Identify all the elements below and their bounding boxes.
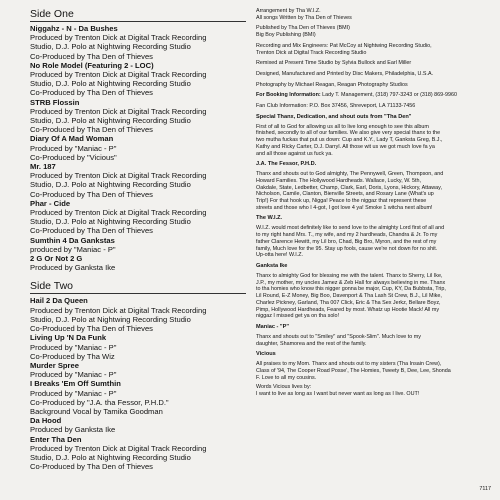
credit-block bbox=[256, 103, 490, 110]
track-credit: Produced by Trenton Dick at Digital Track Recording bbox=[30, 70, 207, 80]
credit-block bbox=[256, 60, 490, 67]
shoutout-line: I want to live as long as I want but never want as long as I live. OUT! bbox=[256, 391, 420, 398]
tracklist-column bbox=[30, 8, 246, 471]
credit-block bbox=[256, 43, 490, 56]
shoutout-paragraph bbox=[256, 171, 490, 211]
credit-line: Arrangement by Tha W.I.Z. bbox=[256, 8, 321, 14]
credit-block bbox=[256, 71, 490, 78]
shoutout-line: to tha homies who know this nigger gonna be major, Cup, KY, Da Bubbsta, Trip, bbox=[256, 286, 446, 293]
track-credit: Produced by Trenton Dick at Digital Track Recording bbox=[30, 208, 207, 218]
shoutout-heading: Vicious bbox=[256, 351, 276, 358]
track-credit: Co-Produced by Tha Den of Thieves bbox=[30, 189, 153, 199]
shoutout-line: Thanx and shouts out to God almighty, The Pennywell, Green, Thompson, and bbox=[256, 171, 444, 178]
shoutout-line: Oakdale, State, Ledbetter, Champ, Clark, Earl, Doris, Lyons, Hickory, Attaway, bbox=[256, 184, 442, 191]
track-credit: Produced by Trenton Dick at Digital Track Recording bbox=[30, 305, 207, 315]
shoutout-line: F. Love to all my cousins. bbox=[256, 374, 317, 381]
track-entry bbox=[30, 24, 246, 61]
track-entry bbox=[30, 162, 246, 199]
track-credit: Studio, D.J. Polo at Nightwing Recording Studio bbox=[30, 217, 191, 227]
track-credit: Produced by Ganksta Ike bbox=[30, 425, 116, 435]
track-credit: Co-Produced by "Vicious" bbox=[30, 152, 117, 162]
track-entry bbox=[30, 296, 246, 333]
track-credit: Co-Produced by Tha Wiz bbox=[30, 351, 115, 361]
track-credit: Produced by "Maniac - P" bbox=[30, 342, 117, 352]
credit-line: Big Boy Publishing (BMI) bbox=[256, 32, 316, 39]
track-title: Hail 2 Da Queen bbox=[30, 296, 88, 306]
track-entry bbox=[30, 199, 246, 236]
side-two-heading: Side Two bbox=[30, 280, 246, 294]
credit-line: Recording and Mix Engineers: Pat McCoy at Nightwing Recording Studio, bbox=[256, 42, 432, 49]
shoutout-line: father Clarence Hewitt, my Lil bro, Chad, Big Bro, Myron, and the rest of my bbox=[256, 238, 437, 245]
track-credit: produced by "Maniac - P" bbox=[30, 244, 116, 254]
shoutout-paragraph bbox=[256, 225, 490, 259]
credit-block bbox=[256, 8, 490, 21]
track-credit: Produced by "Maniac - P" bbox=[30, 370, 117, 380]
credit-line: Fan Club Information: P.O. Box 37456, Shreveport, LA 71133-7456 bbox=[256, 103, 416, 110]
credit-line: All songs Written by Tha Den of Thieves bbox=[256, 14, 352, 21]
shoutout-line: Thanx to almighty God for blessing me with the talent. Thanx to Sherry, Lil Ike, bbox=[256, 272, 443, 279]
shoutout-heading: Special Thanx, Dedication, and shout outs from "Tha Den" bbox=[256, 113, 412, 120]
shoutout-line: daughter, Shamorea and the rest of the family. bbox=[256, 340, 367, 347]
shoutout-paragraph bbox=[256, 124, 490, 158]
shoutout-line: Words Vicious lives by: bbox=[256, 384, 312, 391]
shoutout-line: W.I.Z. would most definitely like to send love to the almighty Lord first of all and bbox=[256, 225, 445, 232]
shoutout-heading: Ganksta Ike bbox=[256, 262, 288, 269]
shoutout-line: J.P., my mother, my uncles Jamez & Zeb Hall for always believing in me. Thanx bbox=[256, 279, 446, 286]
track-credit: Co-Produced by Tha Den of Thieves bbox=[30, 125, 153, 135]
track-title: Sumthin 4 Da Gankstas bbox=[30, 235, 115, 245]
track-entry bbox=[30, 379, 246, 416]
shoutout-line: and all those against us fuck ya. bbox=[256, 150, 333, 157]
shoutout-line: Kathy and Ricky Carter, D.J. Darryl. All those wit us we got much love fa ya bbox=[256, 143, 435, 150]
track-credit: Co-Produced by Tha Den of Thieves bbox=[30, 226, 153, 236]
shoutout-line: Class of '94, The Cooper Road Posse', The Homies, Tweety B, Dee, Lee, Shonda bbox=[256, 368, 451, 375]
shoutout-line: Up-otta here! W.I.Z. bbox=[256, 252, 304, 259]
side-one-heading: Side One bbox=[30, 8, 246, 22]
credit-text: Lady T. Management, (318) 797-3243 or (318) 869-9960 bbox=[320, 92, 457, 99]
track-entry bbox=[30, 333, 246, 361]
track-title: Da Hood bbox=[30, 416, 62, 426]
shoutout-heading: J.A. The Fessor, P.H.D. bbox=[256, 161, 317, 168]
track-title: 2 G Or Not 2 G bbox=[30, 254, 83, 264]
track-credit: Produced by Ganksta Ike bbox=[30, 263, 116, 273]
track-credit: Produced by Trenton Dick at Digital Track Recording bbox=[30, 443, 207, 453]
track-credit: Studio, D.J. Polo at Nightwing Recording Studio bbox=[30, 79, 191, 89]
track-title: Mr. 187 bbox=[30, 162, 56, 172]
side-one-tracks bbox=[30, 24, 246, 272]
track-title: STRB Flossin bbox=[30, 97, 80, 107]
credit-line: Photography by Michael Reagan, Reagan Photography Studios bbox=[256, 81, 408, 88]
track-credit: Co-Produced by "J.A. tha Fessor, P.H.D." bbox=[30, 397, 169, 407]
shoutout-line: Howard Families. The Hollywood Hardheads. Wallace, Lucky, W. 5th, bbox=[256, 177, 421, 184]
track-title: I Breaks 'Em Off Sumthin bbox=[30, 379, 121, 389]
shoutout-paragraph bbox=[256, 384, 490, 397]
track-title: Niggahz - N - Da Bushes bbox=[30, 24, 118, 33]
track-entry bbox=[30, 236, 246, 254]
track-entry bbox=[30, 435, 246, 472]
track-credit: Studio, D.J. Polo at Nightwing Recording Studio bbox=[30, 116, 191, 126]
shoutout-heading: Maniac - "P" bbox=[256, 323, 289, 330]
credits-column bbox=[256, 8, 490, 401]
track-credit: Produced by Trenton Dick at Digital Track Recording bbox=[30, 33, 207, 43]
shoutout-paragraph bbox=[256, 273, 490, 320]
side-two-tracks bbox=[30, 296, 246, 471]
track-title: Enter Tha Den bbox=[30, 434, 82, 444]
track-credit: Produced by "Maniac - P" bbox=[30, 388, 117, 398]
track-credit: Studio, D.J. Polo at Nightwing Recording Studio bbox=[30, 180, 191, 190]
track-credit: Produced by Trenton Dick at Digital Track Recording bbox=[30, 171, 207, 181]
credit-line: Designed, Manufactured and Printed by Disc Makers, Philadelphia, U.S.A. bbox=[256, 70, 434, 77]
track-title: Diary Of A Mad Woman bbox=[30, 134, 114, 144]
shoutout-line: Lil Round, E-Z Money, Big Boo, Davenport & Tha Lash St Crew, B.J., Lil Mike, bbox=[256, 293, 442, 300]
credit-block bbox=[256, 25, 490, 38]
track-entry bbox=[30, 416, 246, 434]
track-credit: Studio, D.J. Polo at Nightwing Recording Studio bbox=[30, 42, 191, 52]
track-entry bbox=[30, 361, 246, 379]
shoutout-line: finished, secondly to all of our families. We also give very special thanx to the bbox=[256, 130, 441, 137]
track-credit: Produced by "Maniac - P" bbox=[30, 143, 117, 153]
shoutout-paragraph bbox=[256, 361, 490, 381]
shoutout-line: family, Much love for the 95. Stay up fools, cause we're not down for no shit. bbox=[256, 245, 438, 252]
shoutout-line: All praises to my Mom. Thanx and shouts out to my sisters (Tha Insain Crew), bbox=[256, 361, 442, 368]
shoutout-line: two mutha fuckas that put us down: Cup and K.Y., Lady T, Ganksta Greg, B.J., bbox=[256, 137, 443, 144]
track-credit: Co-Produced by Tha Den of Thieves bbox=[30, 51, 153, 61]
shoutout-line: niggaz I missed get ya on tha solo! bbox=[256, 313, 340, 320]
track-title: No Role Model (Featuring 2 - LOC) bbox=[30, 60, 154, 70]
track-entry bbox=[30, 254, 246, 272]
shoutout-line: Charlez Pickney, Garland, Tha 007 Click, Eric & Tha Sex Jerkz, Bellare Boyz, bbox=[256, 299, 441, 306]
track-credit: Studio, D.J. Polo at Nightwing Recording Studio bbox=[30, 314, 191, 324]
catalog-number: 7117 bbox=[479, 486, 491, 492]
shoutout-line: First of all to God for allowing us all to live long enough to see this album bbox=[256, 123, 429, 130]
shoutout-line: Trip!) For that hook up, Nigga! Peace to the niggaz that represent these bbox=[256, 198, 427, 205]
track-credit: Studio, D.J. Polo at Nightwing Recording Studio bbox=[30, 452, 191, 462]
credit-block bbox=[256, 92, 490, 99]
credit-label: For Booking Information: bbox=[256, 92, 321, 99]
track-entry bbox=[30, 61, 246, 98]
track-entry bbox=[30, 98, 246, 135]
shoutout-paragraph bbox=[256, 334, 490, 347]
track-title: Living Up 'N Da Funk bbox=[30, 333, 107, 343]
credit-line: Published by Tha Den of Thieves (BMI) bbox=[256, 25, 350, 32]
shoutout-heading: The W.I.Z. bbox=[256, 215, 283, 222]
shoutouts bbox=[256, 114, 490, 398]
shoutout-line: Pimp, Hollywood Hardheads, Feared by most. Whatz up Hootie Mack! All my bbox=[256, 306, 440, 313]
shoutout-line: Thanx and shouts out to "Smiley" and "Spook-Slim". Much love to my bbox=[256, 333, 421, 340]
track-credit: Background Vocal by Tamika Goodman bbox=[30, 406, 163, 416]
track-entry bbox=[30, 134, 246, 162]
track-credit: Co-Produced by Tha Den of Thieves bbox=[30, 324, 153, 334]
track-credit: Co-Produced by Tha Den of Thieves bbox=[30, 88, 153, 98]
shoutout-line: to my right hand Mrs. T., my wife, and my 2 hardheads, Chandra & Jr. To my bbox=[256, 232, 438, 239]
track-title: Murder Spree bbox=[30, 360, 79, 370]
track-title: Phar - Cide bbox=[30, 198, 71, 208]
credit-line: Remixed at Present Time Studio by Sylvia Bullock and Earl Miller bbox=[256, 60, 412, 67]
credit-line: Trenton Dick at Digital Track Recording Studio bbox=[256, 49, 367, 56]
credit-block bbox=[256, 82, 490, 89]
shoutout-line: Nicholson, Camile, Clanton, Bienville Streets, and Rosary Lane (What's up bbox=[256, 191, 434, 198]
track-credit: Produced by Trenton Dick at Digital Track Recording bbox=[30, 106, 207, 116]
shoutout-line: streets and those who I 4-got, I got love 4 ya! Smoke 1 witcha next album! bbox=[256, 204, 433, 211]
track-credit: Co-Produced by Tha Den of Thieves bbox=[30, 462, 153, 472]
production-credits bbox=[256, 8, 490, 110]
credit-line bbox=[256, 92, 490, 99]
